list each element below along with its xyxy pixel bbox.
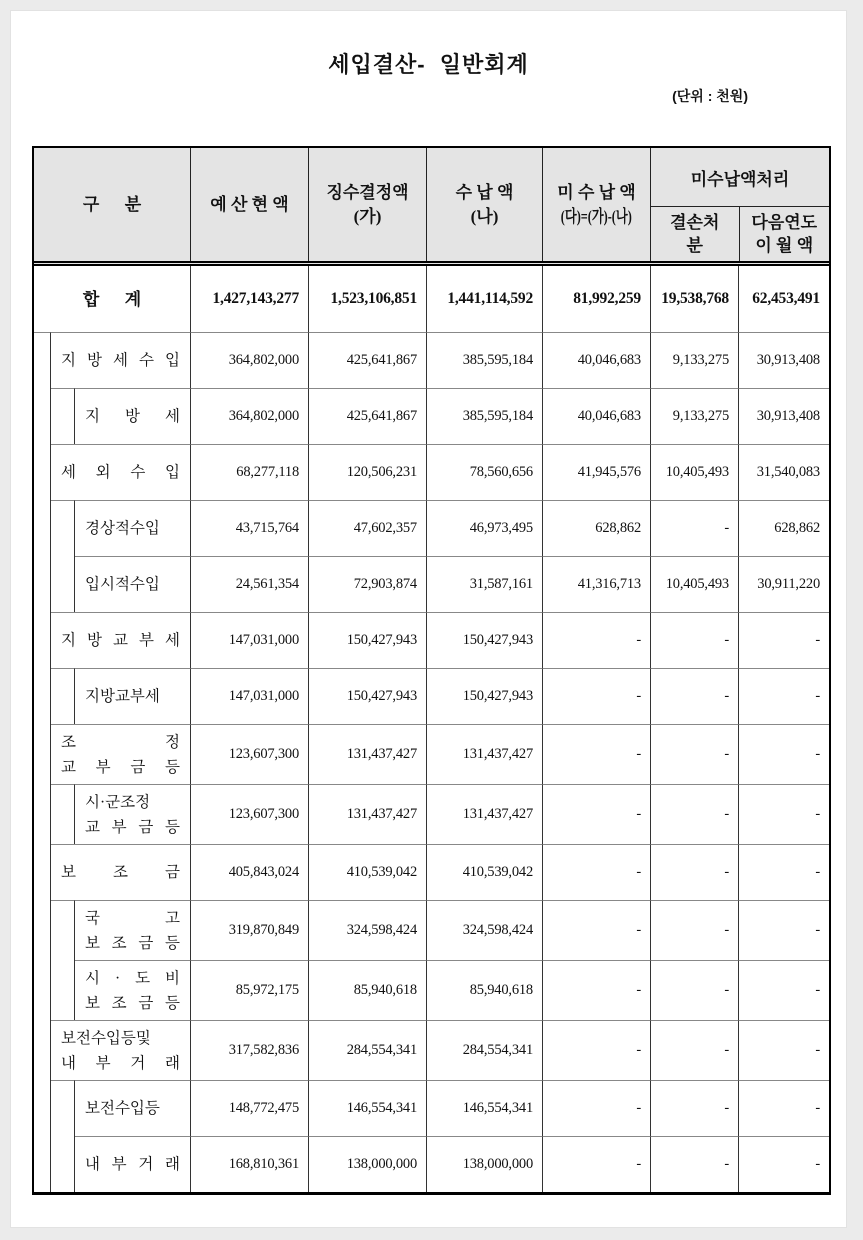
indent-strip-2 — [51, 556, 75, 612]
value-cell: - — [650, 668, 738, 724]
indent-strip-1 — [34, 1020, 51, 1080]
value-cell: 146,554,341 — [426, 1080, 542, 1136]
value-cell: - — [542, 784, 650, 844]
value-cell: - — [650, 784, 738, 844]
row-category-cell — [34, 500, 190, 556]
value-cell: - — [738, 960, 829, 1020]
value-cell: 62,453,491 — [738, 266, 829, 332]
value-cell: 324,598,424 — [426, 900, 542, 960]
table-row — [34, 900, 829, 960]
value-cell: 148,772,475 — [190, 1080, 308, 1136]
header-cell-unpaid-disposal: 미수납액처리 — [651, 148, 829, 207]
value-cell: 85,940,618 — [426, 960, 542, 1020]
value-cell: 46,973,495 — [426, 500, 542, 556]
value-cell: - — [542, 1080, 650, 1136]
row-category-cell — [34, 332, 190, 388]
value-cell: 385,595,184 — [426, 388, 542, 444]
row-category-cell — [34, 960, 190, 1020]
value-cell: 40,046,683 — [542, 332, 650, 388]
row-label: 세 외 수 입 — [51, 444, 190, 500]
value-cell: - — [738, 668, 829, 724]
row-label: 시·군조정 교 부 금 등 — [75, 784, 190, 844]
value-cell: 1,427,143,277 — [190, 266, 308, 332]
table-header — [34, 148, 829, 266]
indent-strip-1 — [34, 556, 51, 612]
row-label: 지방교부세 — [75, 668, 190, 724]
indent-strip-1 — [34, 1080, 51, 1136]
value-cell: 19,538,768 — [650, 266, 738, 332]
row-category-cell — [34, 784, 190, 844]
table-row — [34, 332, 829, 388]
value-cell: - — [738, 844, 829, 900]
row-label: 경상적수입 — [75, 500, 190, 556]
header-cell-budget: 예 산 현 액 — [190, 148, 308, 261]
value-cell: - — [650, 844, 738, 900]
value-cell: 72,903,874 — [308, 556, 426, 612]
value-cell: 405,843,024 — [190, 844, 308, 900]
value-cell: 284,554,341 — [426, 1020, 542, 1080]
table-row — [34, 844, 829, 900]
header-cell-writeoff: 결손처 분 — [670, 213, 720, 255]
value-cell: - — [542, 960, 650, 1020]
value-cell: 150,427,943 — [426, 668, 542, 724]
value-cell: - — [542, 1020, 650, 1080]
row-category-cell — [34, 724, 190, 784]
value-cell: 364,802,000 — [190, 332, 308, 388]
row-category-cell — [34, 900, 190, 960]
value-cell: 410,539,042 — [308, 844, 426, 900]
value-cell: 147,031,000 — [190, 612, 308, 668]
value-cell: 138,000,000 — [426, 1136, 542, 1192]
value-cell: - — [650, 1020, 738, 1080]
indent-strip-1 — [34, 444, 51, 500]
value-cell: 30,913,408 — [738, 388, 829, 444]
value-cell: 319,870,849 — [190, 900, 308, 960]
row-label: 국 고 보 조 금 등 — [75, 900, 190, 960]
unit-note: (단위 : 천원) — [672, 88, 748, 104]
value-cell: - — [738, 724, 829, 784]
indent-strip-1 — [34, 784, 51, 844]
indent-strip-1 — [34, 612, 51, 668]
value-cell: 85,940,618 — [308, 960, 426, 1020]
table-row — [34, 556, 829, 612]
value-cell: - — [542, 668, 650, 724]
value-cell: 628,862 — [542, 500, 650, 556]
value-cell: 123,607,300 — [190, 724, 308, 784]
indent-strip-1 — [34, 500, 51, 556]
value-cell: 138,000,000 — [308, 1136, 426, 1192]
table-row — [34, 1136, 829, 1192]
value-cell: 131,437,427 — [308, 724, 426, 784]
document-page — [10, 10, 847, 1228]
indent-strip-1 — [34, 724, 51, 784]
value-cell: 425,641,867 — [308, 388, 426, 444]
value-cell: 78,560,656 — [426, 444, 542, 500]
value-cell: - — [650, 900, 738, 960]
row-label: 보전수입등및 내 부 거 래 — [51, 1020, 190, 1080]
value-cell: 317,582,836 — [190, 1020, 308, 1080]
indent-strip-2 — [51, 668, 75, 724]
indent-strip-2 — [51, 900, 75, 960]
value-cell: - — [542, 844, 650, 900]
table-row — [34, 1020, 829, 1080]
value-cell: 41,316,713 — [542, 556, 650, 612]
value-cell: 31,587,161 — [426, 556, 542, 612]
value-cell: - — [738, 1136, 829, 1192]
value-cell: 41,945,576 — [542, 444, 650, 500]
value-cell: 120,506,231 — [308, 444, 426, 500]
indent-strip-1 — [34, 900, 51, 960]
indent-strip-1 — [34, 844, 51, 900]
value-cell: 364,802,000 — [190, 388, 308, 444]
row-label: 보 조 금 — [51, 844, 190, 900]
value-cell: - — [650, 500, 738, 556]
indent-strip-1 — [34, 668, 51, 724]
row-label: 합 계 — [82, 289, 142, 309]
table-row — [34, 612, 829, 668]
value-cell: 85,972,175 — [190, 960, 308, 1020]
indent-strip-2 — [51, 960, 75, 1020]
value-cell: - — [542, 1136, 650, 1192]
value-cell: - — [738, 784, 829, 844]
table-row — [34, 444, 829, 500]
value-cell: 150,427,943 — [308, 668, 426, 724]
indent-strip-2 — [51, 388, 75, 444]
value-cell: 284,554,341 — [308, 1020, 426, 1080]
value-cell: - — [738, 1020, 829, 1080]
row-category-cell — [34, 1020, 190, 1080]
value-cell: 628,862 — [738, 500, 829, 556]
value-cell: - — [738, 900, 829, 960]
table-row — [34, 1080, 829, 1136]
value-cell: 385,595,184 — [426, 332, 542, 388]
row-label: 내 부 거 래 — [75, 1136, 190, 1192]
header-cell-carryover: 다음연도 이 월 액 — [739, 207, 830, 261]
row-category-cell — [34, 556, 190, 612]
indent-strip-2 — [51, 1136, 75, 1192]
table-body — [34, 266, 829, 1192]
indent-strip-2 — [51, 500, 75, 556]
value-cell: - — [650, 1080, 738, 1136]
indent-strip-2 — [51, 784, 75, 844]
value-cell: 150,427,943 — [308, 612, 426, 668]
value-cell: 425,641,867 — [308, 332, 426, 388]
table-row — [34, 784, 829, 844]
row-label: 지 방 세 수 입 — [51, 332, 190, 388]
table-row — [34, 388, 829, 444]
value-cell: 30,911,220 — [738, 556, 829, 612]
table-row — [34, 500, 829, 556]
row-category-cell — [34, 388, 190, 444]
indent-strip-1 — [34, 388, 51, 444]
value-cell: 147,031,000 — [190, 668, 308, 724]
value-cell: - — [738, 612, 829, 668]
value-cell: 131,437,427 — [308, 784, 426, 844]
row-category-cell — [34, 844, 190, 900]
value-cell: 24,561,354 — [190, 556, 308, 612]
value-cell: 150,427,943 — [426, 612, 542, 668]
row-label: 지 방 교 부 세 — [51, 612, 190, 668]
value-cell: 168,810,361 — [190, 1136, 308, 1192]
header-cell-levy-decided: 징수결정액 (가) — [308, 148, 426, 261]
value-cell: 123,607,300 — [190, 784, 308, 844]
indent-strip-2 — [51, 1080, 75, 1136]
row-category-cell — [34, 266, 190, 332]
value-cell: 9,133,275 — [650, 388, 738, 444]
row-label: 보전수입등 — [75, 1080, 190, 1136]
value-cell: 9,133,275 — [650, 332, 738, 388]
page-title: 세입결산- 일반회계 — [328, 52, 529, 77]
header-cell-category: 구 분 — [82, 194, 142, 214]
value-cell: 324,598,424 — [308, 900, 426, 960]
value-cell: 10,405,493 — [650, 556, 738, 612]
table-row — [34, 668, 829, 724]
value-cell: - — [650, 960, 738, 1020]
row-label: 지 방 세 — [75, 388, 190, 444]
header-cell-receipts: 수 납 액 (나) — [426, 148, 542, 261]
value-cell: 131,437,427 — [426, 724, 542, 784]
value-cell: - — [542, 612, 650, 668]
value-cell: - — [650, 612, 738, 668]
value-cell: 410,539,042 — [426, 844, 542, 900]
row-label: 시 · 도 비 보 조 금 등 — [75, 960, 190, 1020]
value-cell: 81,992,259 — [542, 266, 650, 332]
row-category-cell — [34, 612, 190, 668]
value-cell: 1,523,106,851 — [308, 266, 426, 332]
value-cell: 43,715,764 — [190, 500, 308, 556]
value-cell: 68,277,118 — [190, 444, 308, 500]
row-label: 입시적수입 — [75, 556, 190, 612]
value-cell: 40,046,683 — [542, 388, 650, 444]
row-category-cell — [34, 444, 190, 500]
row-category-cell — [34, 668, 190, 724]
value-cell: 10,405,493 — [650, 444, 738, 500]
value-cell: - — [650, 724, 738, 784]
value-cell: - — [542, 900, 650, 960]
indent-strip-1 — [34, 332, 51, 388]
header-group-unpaid-disposal — [650, 148, 829, 261]
value-cell: 1,441,114,592 — [426, 266, 542, 332]
value-cell: 131,437,427 — [426, 784, 542, 844]
indent-strip-1 — [34, 1136, 51, 1192]
value-cell: 47,602,357 — [308, 500, 426, 556]
table-row — [34, 960, 829, 1020]
value-cell: - — [738, 1080, 829, 1136]
indent-strip-1 — [34, 960, 51, 1020]
value-cell: - — [650, 1136, 738, 1192]
table-row — [34, 724, 829, 784]
revenue-settlement-table — [32, 146, 831, 1195]
table-row — [34, 266, 829, 332]
header-cell-unpaid: 미 수 납 액 (다)=(가)-(나) — [542, 148, 650, 261]
row-label: 조 정 교 부 금 등 — [51, 724, 190, 784]
row-category-cell — [34, 1080, 190, 1136]
value-cell: 30,913,408 — [738, 332, 829, 388]
value-cell: 146,554,341 — [308, 1080, 426, 1136]
value-cell: 31,540,083 — [738, 444, 829, 500]
value-cell: - — [542, 724, 650, 784]
row-category-cell — [34, 1136, 190, 1192]
